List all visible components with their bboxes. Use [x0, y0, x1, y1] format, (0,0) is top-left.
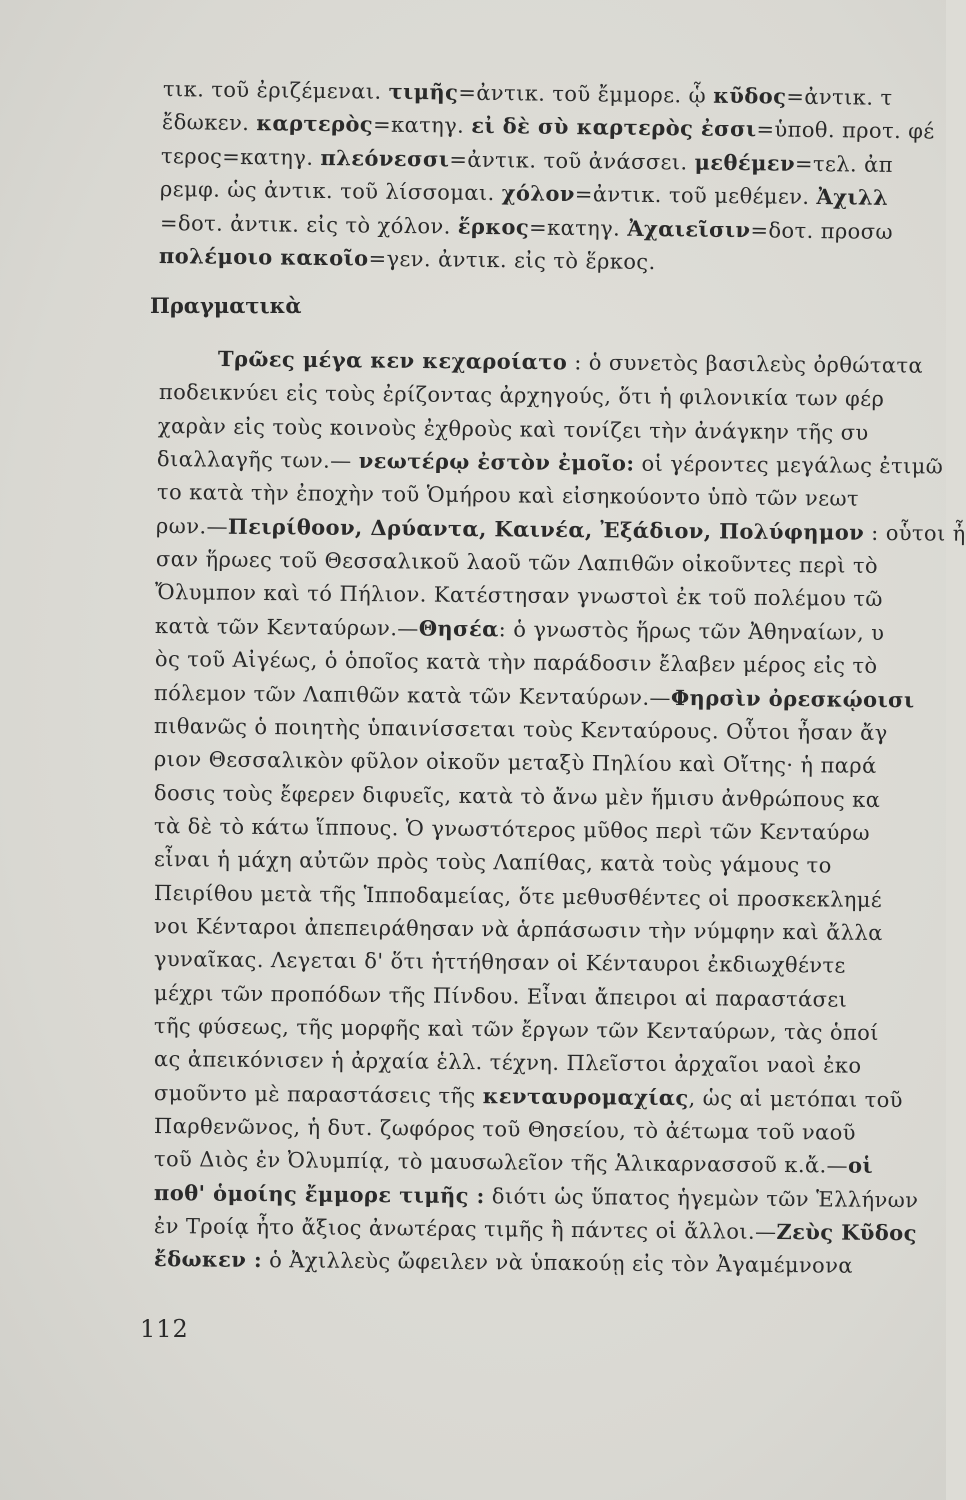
text-run: διότι ὡς ὕπατος ἡγεμὼν τῶν Ἑλλήνων	[484, 1183, 919, 1213]
text-run: =ἀντικ. τοῦ ἔμμορε. ᾧ	[458, 80, 714, 108]
text-run: το κατὰ τὴν ἐποχὴν τοῦ Ὁμήρου καὶ εἰσηκούοντο ὑπὸ τῶν νεωτ	[156, 480, 860, 512]
bold-term: ἕρκος	[457, 213, 530, 240]
text-run: : ὁ γνωστὸς ἥρως τῶν Ἀθηναίων, υ	[498, 617, 885, 645]
text-run: οἱ γέροντες μεγάλως ἐτιμῶ	[634, 451, 944, 479]
text-line	[157, 477, 859, 514]
text-line	[160, 208, 893, 247]
text-run: δοσις τοὺς ἔφερεν διφυεῖς, κατὰ τὸ ἄνω μὲν ἥμισυ ἀνθρώπους κα	[153, 780, 881, 812]
bold-term: χόλον	[501, 180, 576, 207]
bold-term: ποθ' ὁμοίης ἔμμορε τιμῆς :	[153, 1179, 485, 1208]
text-run: =ἀντικ. τοῦ ἀνάσσει.	[449, 147, 695, 175]
text-line	[154, 1111, 856, 1148]
bold-term: κῦδος	[713, 82, 787, 109]
text-line	[155, 611, 885, 648]
text-run: διαλλαγῆς των.—	[156, 447, 359, 473]
text-line	[154, 1178, 919, 1215]
bold-term: Τρῶες μέγα κεν κεχαροίατο	[217, 346, 568, 375]
text-run: ρεμφ. ὡς ἀντικ. τοῦ λίσσομαι.	[159, 177, 502, 206]
text-line	[163, 74, 893, 113]
text-line	[154, 1244, 853, 1281]
text-run: =ἀντικ. τ	[786, 84, 893, 110]
text-run: κατὰ τῶν Κενταύρων.—	[154, 613, 419, 641]
text-run: =ἀντικ. τοῦ μεθέμεν.	[574, 182, 817, 210]
text-line	[159, 241, 656, 277]
text-run: =γεν. ἀντικ. εἰς τὸ ἕρκος.	[368, 246, 656, 275]
text-line	[156, 511, 966, 549]
text-run: σμοῦντο μὲ παραστάσεις τῆς	[153, 1080, 483, 1108]
bold-term: πλεόνεσσι	[320, 144, 450, 172]
bold-term: νεωτέρῳ ἐστὸν ἐμοῖο:	[358, 447, 635, 476]
bold-term: εἰ δὲ σὺ καρτερὸς ἐσσι	[471, 113, 757, 142]
text-run: =ὑποθ. προτ. φέ	[756, 117, 935, 144]
bold-term: Ἀχαιεῖσιν	[627, 215, 751, 242]
text-line	[155, 644, 878, 681]
text-line	[160, 174, 889, 213]
bold-term: καρτερὸς	[256, 110, 374, 137]
text-run: =κατηγ.	[372, 112, 472, 139]
page-number: 112	[140, 1315, 189, 1343]
text-line	[162, 107, 935, 146]
bold-term: οἱ	[847, 1153, 874, 1179]
text-run: πόλεμον τῶν Λαπιθῶν κατὰ τῶν Κενταύρων.—	[153, 680, 672, 710]
bold-term: πολέμοιο κακοῖο	[158, 243, 369, 271]
text-line	[154, 1044, 862, 1081]
text-run: τερος=κατηγ.	[160, 143, 321, 170]
text-run: τοῦ Διὸς ἐν Ὀλυμπίᾳ, τὸ μαυσωλεῖον τῆς Ἁλικαρνασσοῦ κ.ἄ.—	[153, 1147, 849, 1179]
text-run: τικ. τοῦ ἐριζέμεναι.	[162, 77, 389, 104]
text-run: ποδεικνύει εἰς τοὺς ἐρίζοντας ἀρχηγούς, ὅτι ἡ φιλονικία των φέρ	[158, 380, 885, 412]
text-line	[154, 944, 846, 981]
text-line	[154, 711, 888, 748]
text-line	[154, 878, 882, 915]
text-run: =δοτ. ἀντικ. εἰς τὸ χόλον.	[159, 210, 458, 239]
bold-term: Ζεὺς Κῦδος	[776, 1219, 917, 1246]
text-run: Ὄλυμπον καὶ τό Πήλιον. Κατέστησαν γνωστοὶ ἐκ τοῦ πολέμου τῶ	[154, 580, 884, 612]
text-line	[154, 911, 883, 948]
text-run: πιθανῶς ὁ ποιητὴς ὑπαινίσσεται τοὺς Κενταύρους. Οὗτοι ἦσαν ἄγ	[153, 713, 888, 745]
bold-term: τιμῆς	[388, 78, 459, 105]
text-line	[154, 811, 870, 848]
text-line	[161, 141, 893, 180]
bold-term: κενταυρομαχίας	[482, 1082, 689, 1110]
text-run: ἐν Τροίᾳ ἦτο ἄξιος ἀνωτέρας τιμῆς ἢ πάντες οἱ ἄλλοι.—	[153, 1214, 777, 1245]
text-run: ας ἀπεικόνισεν ἡ ἀρχαία ἑλλ. τέχνη. Πλεῖστοι ἀρχαῖοι ναοὶ ἐκο	[153, 1047, 862, 1079]
text-run: Παρθενῶνος, ἡ δυτ. ζωφόρος τοῦ Θησείου, τὸ ἀέτωμα τοῦ ναοῦ	[153, 1114, 856, 1145]
text-run: ὸς τοῦ Αἰγέως, ὁ ὁποῖος κατὰ τὴν παράδοσιν ἔλαβεν μέρος εἰς τὸ	[154, 647, 878, 679]
text-run: τὰ δὲ τὸ κάτω ἵππους. Ὁ γνωστότερος μῦθος περὶ τῶν Κενταύρω	[153, 813, 871, 845]
text-run: τῆς φύσεως, τῆς μορφῆς καὶ τῶν ἔργων τῶν Κενταύρων, τὰς ὁποί	[153, 1014, 879, 1045]
text-run: =τελ. ἀπ	[794, 151, 894, 177]
text-run: εἶναι ἡ μάχη αὐτῶν πρὸς τοὺς Λαπίθας, κατὰ τοὺς γάμους το	[153, 847, 832, 878]
bold-term: Πειρίθοον, Δρύαντα, Καινέα, Ἐξάδιον, Πολύφημον	[227, 513, 865, 545]
text-line	[154, 978, 848, 1015]
text-run: =κατηγ.	[528, 215, 628, 241]
bold-term: Ἀχιλλ	[816, 184, 889, 211]
bold-term: Φηρσὶν ὀρεσκῴοισι	[670, 684, 915, 712]
text-line	[158, 411, 869, 448]
text-run: : ὁ συνετὸς βασιλεὺς ὀρθώτατα	[567, 350, 924, 378]
text-line	[155, 577, 883, 614]
text-line	[154, 1078, 903, 1115]
text-run: Πειρίθου μετὰ τῆς Ἱπποδαμείας, ὅτε μεθυσθέντες οἱ προσκεκλημέ	[153, 880, 883, 912]
text-line	[154, 744, 877, 781]
text-line	[154, 844, 832, 881]
text-run: ρων.—	[155, 513, 229, 539]
bold-term: ἔδωκεν :	[153, 1246, 263, 1273]
bold-term: Θησέα	[418, 615, 499, 642]
text-run: =δοτ. προσω	[750, 217, 894, 244]
text-run: μέχρι τῶν προπόδων τῆς Πίνδου. Εἶναι ἄπειροι αἱ παραστάσει	[153, 980, 848, 1012]
text-run: χαρὰν εἰς τοὺς κοινοὺς ἐχθροὺς καὶ τονίζει τὴν ἀνάγκην τῆς συ	[157, 413, 869, 445]
text-run: ὁ Ἀχιλλεὺς ὤφειλεν νὰ ὑπακούῃ εἰς τὸν Ἀγαμέμνονα	[261, 1248, 854, 1279]
text-line	[154, 678, 915, 715]
text-line	[154, 1011, 879, 1048]
text-run: ριον Θεσσαλικὸν φῦλον οἰκοῦν μεταξὺ Πηλίου καὶ Οἴτης· ἡ παρά	[153, 747, 877, 779]
text-line	[159, 377, 885, 414]
text-run: νοι Κένταροι ἀπεπειράθησαν νὰ ἁρπάσωσιν τὴν νύμφην καὶ ἄλλα	[153, 913, 883, 945]
section-heading: Πραγματικὰ	[150, 293, 302, 318]
text-run: : οὗτοι ἦ	[864, 520, 966, 546]
text-line	[154, 1144, 873, 1181]
text-line	[154, 778, 881, 815]
text-line	[156, 544, 878, 581]
text-line	[218, 344, 923, 381]
text-run: ἔδωκεν.	[161, 110, 257, 136]
text-line	[157, 444, 944, 482]
text-run: , ὡς αἱ μετόπαι τοῦ	[688, 1085, 904, 1112]
text-run: γυναῖκας. Λεγεται δ' ὅτι ἡττήθησαν οἱ Κένταυροι ἐκδιωχθέντε	[153, 947, 846, 978]
text-line	[154, 1211, 917, 1248]
bold-term: μεθέμεν	[694, 149, 796, 176]
text-run: σαν ἥρωες τοῦ Θεσσαλικοῦ λαοῦ τῶν Λαπιθῶν οἰκοῦντες περὶ τὸ	[155, 547, 879, 579]
